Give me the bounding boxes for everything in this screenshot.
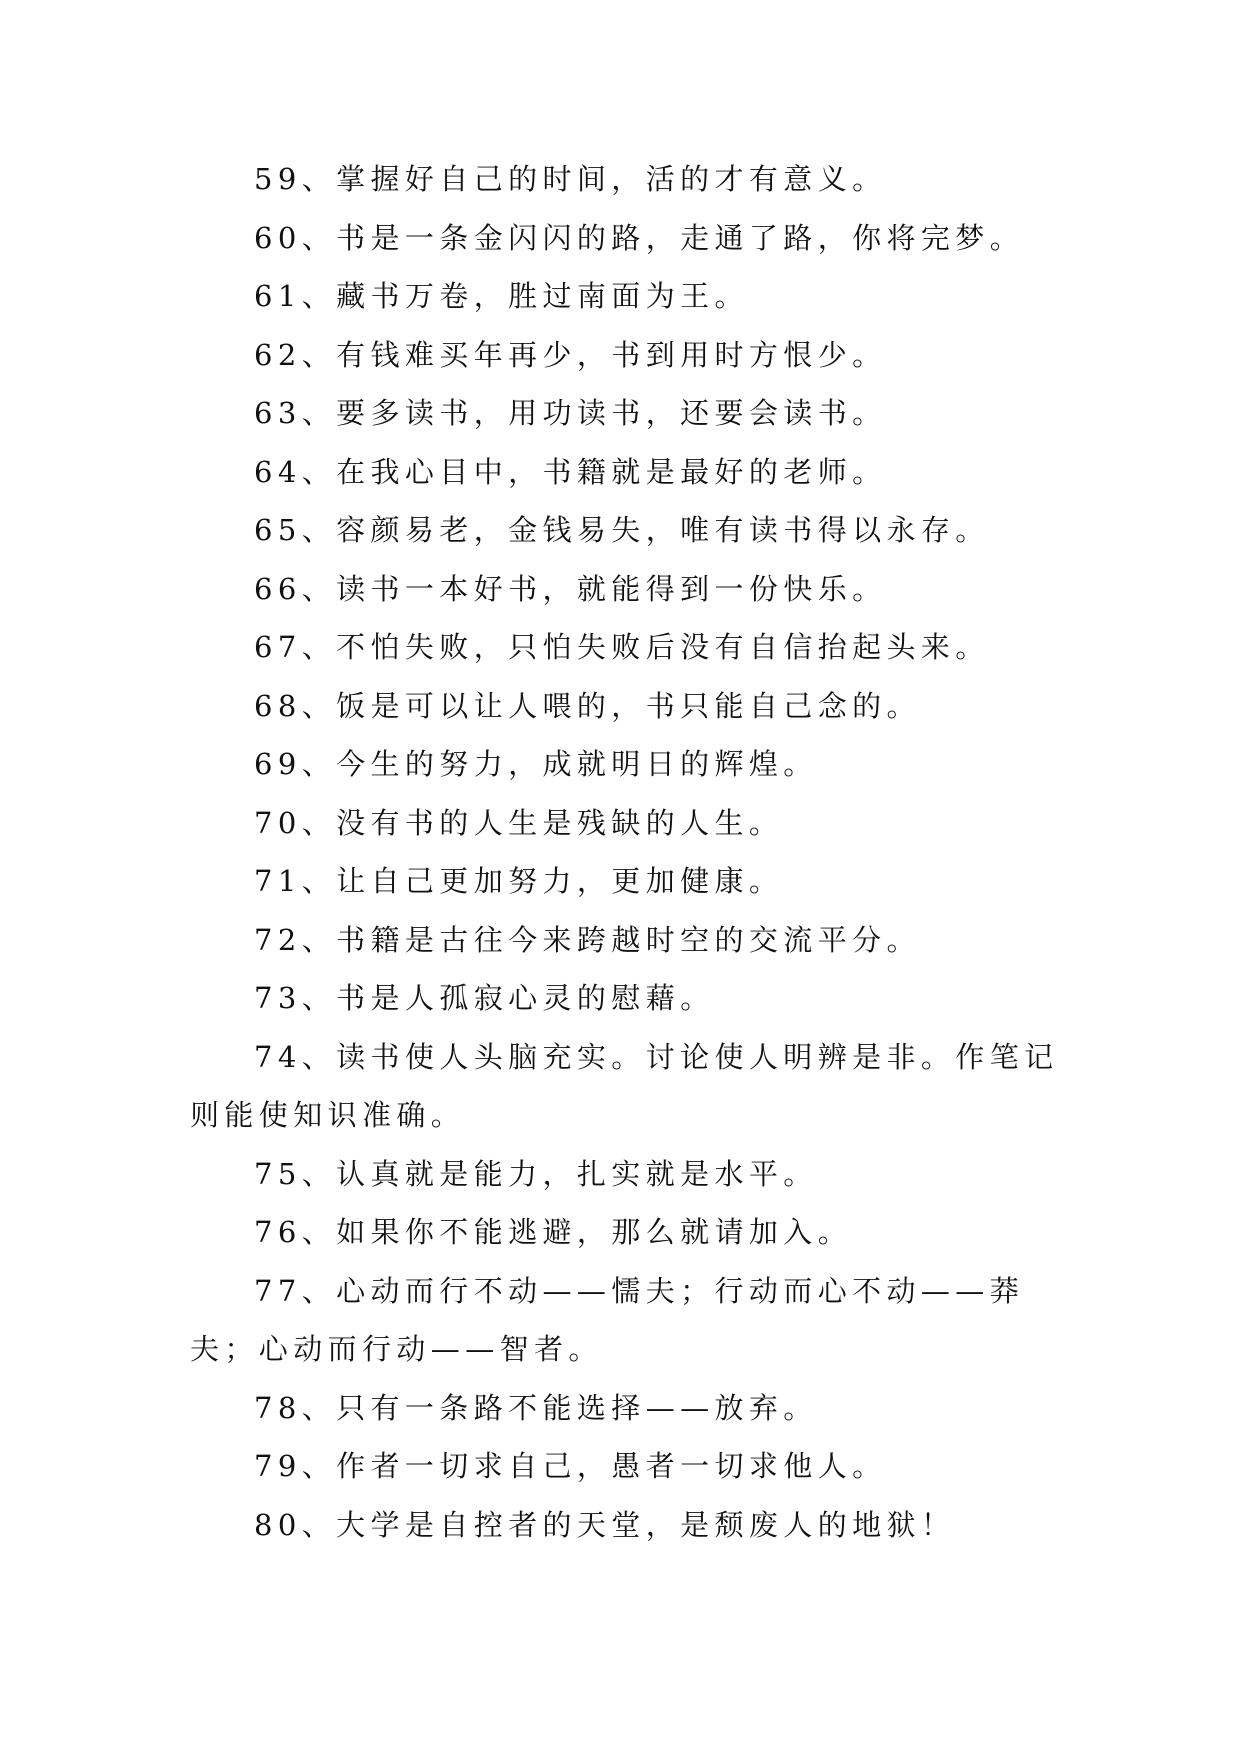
quote-73: 73、书是人孤寂心灵的慰藉。 [254, 981, 715, 1015]
quote-75: 75、认真就是能力，扎实就是水平。 [254, 1156, 818, 1191]
quote-69: 69、今生的努力，成就明日的辉煌。 [254, 747, 818, 781]
quote-76: 76、如果你不能逃避，那么就请加入。 [254, 1215, 853, 1249]
quote-67: 67、不怕失败，只怕失败后没有自信抬起头来。 [254, 630, 990, 664]
quote-60: 60、书是一条金闪闪的路，走通了路，你将完梦。 [254, 220, 1025, 255]
quote-71: 71、让自己更加努力，更加健康。 [254, 864, 784, 898]
quote-77: 77、心动而行不动——懦夫；行动而心不动——莽夫；心动而行动——智者。 [190, 1273, 1025, 1366]
quote-70: 70、没有书的人生是残缺的人生。 [254, 805, 784, 840]
quote-78: 78、只有一条路不能选择——放弃。 [254, 1390, 818, 1425]
quote-61: 61、藏书万卷，胜过南面为王。 [254, 279, 749, 313]
quote-59: 59、掌握好自己的时间，活的才有意义。 [254, 162, 887, 196]
quote-80: 80、大学是自控者的天堂，是颓废人的地狱！ [254, 1507, 956, 1542]
quote-79: 79、作者一切求自己，愚者一切求他人。 [254, 1449, 887, 1483]
quote-62: 62、有钱难买年再少，书到用时方恨少。 [254, 337, 887, 372]
quote-72: 72、书籍是古往今来跨越时空的交流平分。 [254, 922, 921, 957]
quote-74: 74、读书使人头脑充实。讨论使人明辨是非。作笔记则能使知识准确。 [190, 1039, 1059, 1132]
quote-64: 64、在我心目中，书籍就是最好的老师。 [254, 454, 887, 489]
quote-63: 63、要多读书，用功读书，还要会读书。 [254, 396, 887, 430]
quote-66: 66、读书一本好书，就能得到一份快乐。 [254, 571, 887, 606]
quote-65: 65、容颜易老，金钱易失，唯有读书得以永存。 [254, 513, 990, 547]
quote-list [190, 150, 1070, 1554]
quote-68: 68、饭是可以让人喂的，书只能自己念的。 [254, 688, 921, 723]
